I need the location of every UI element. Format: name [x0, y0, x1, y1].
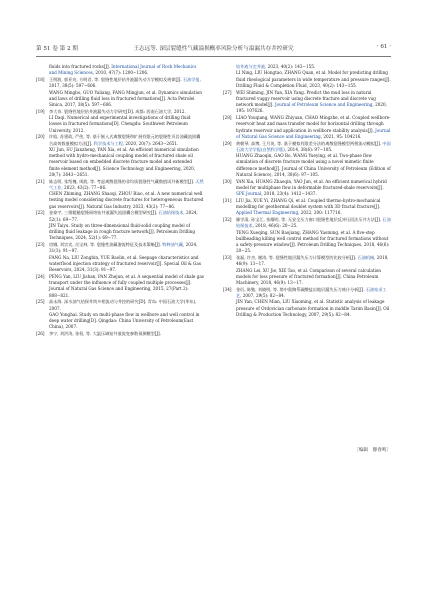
- reference-tail: , 2022, 200: 117716.: [298, 210, 342, 216]
- reference-journal-link[interactable]: 钻井液与完井液: [236, 64, 265, 69]
- reference-number: [25]: [36, 299, 45, 305]
- reference-entry: [36, 210, 204, 241]
- reference-number: [29]: [223, 140, 232, 146]
- reference-tail: , 2020, 20(7): 2643−2651. XU Jun, SU Jianzheng, YAN Xia, et al. An efficient numerical simulation method with hydro-mechanical coupling model of fractured shale oil reservoir based on embedded discrete fracture model and extended finite element method[J]. Science Technology and Engineering, 2020, 20(7): 2643−2651.: [49, 140, 199, 177]
- reference-number: [31]: [223, 197, 232, 203]
- reference-journal-link[interactable]: 石油机械: [357, 255, 375, 260]
- reference-tail: , 2018, 46(9): 13−17. ZHANG Lei, XU Jie, XIE Tao, et al. Comparison of several calculation models for loss pressure of fractured formation[J]. China Petroleum Machinery, 2018, 46(9): 13−17.: [236, 255, 389, 285]
- reference-journal-link[interactable]: SPE Journal: [236, 191, 262, 196]
- reference-number: [21]: [36, 178, 45, 184]
- reference-journal-link[interactable]: 特种油气藏: [162, 242, 183, 247]
- reference-journal-link[interactable]: 石油钻采工艺: [236, 286, 387, 298]
- reference-text: 高永海. 深水油气钻探井筒多相流动与井控的研究[D]. 青岛: 中国石油大学(华东), 2007. GAO Yonghai. Study on multi-phase flow in wellbore and well control in deep water drilling[D]. Qingdao: China University of Petroleum(East China), 2007.: [49, 299, 200, 330]
- references-left-column: [36, 64, 204, 338]
- reference-tail: , 2018, 46(6): 20−25. TENG Xueqing, SUN Baojiang, ZHANG Yaoming, et al. A five-step bullheading killing well control method for fractured formations without a safety-pressure window[J]. Petroleum Drilling Techniques, 2018, 46(6): 20−25.: [236, 223, 390, 254]
- reference-tail: , 2007, 29(5): 82−84. JIN Yan, CHEN Mian, LIU Xiaoming, et al. Statistic analysis of leakage pressure of Ordovician carbonate formation in middle Tarim Basin[J]. Oil Drilling & Production Technology, 2007, 29(5): 82−84.: [236, 293, 390, 317]
- reference-entry: [223, 64, 391, 89]
- reference-tail: , 2014, 38(6): 97−105. HUANG Zhaoqin, GAO Bo, WANG Yueying, et al. Two-phase flow simulation of discrete fracture model using a novel mimetic finite difference method[J]. Journal of China University of Petroleum (Edition of Natural Science), 2014, 38(6): 97−105.: [236, 146, 391, 177]
- reference-entry: [223, 141, 391, 179]
- reference-entry: [36, 134, 204, 178]
- reference-text: 王明波, 郭亚亮, 方明君, 等. 裂缝性地层钻井液漏失动力学模拟及规律[J].: [49, 77, 183, 82]
- reference-text: 陈志明, 张绍槐, 周波, 等. 考虑离散裂缝的非均质裂缝性气藏数值试井新模型[J].: [49, 178, 196, 184]
- reference-entry: [223, 179, 391, 198]
- reference-text: LIAO Youqiang, WANG Zhiyuan, CHAO Mingzhe, et al. Coupled wellbore-reservoir heat and mass transfer model for horizontal drilling through hydrate reservoir and application in wellbore stability analysis[J].: [236, 115, 391, 133]
- reference-text: YAN Xia, HUANG Zhaoqin, YAO Jun, et al. An efficient numerical hybrid model for multiphase flow in deformable fractured-shale reservoirs[J].: [236, 178, 387, 190]
- reference-journal-link[interactable]: 石油钻探技术: [236, 217, 391, 229]
- reference-entry: [36, 242, 204, 273]
- reference-text: fluids into fractured rocks[J].: [49, 64, 112, 69]
- reference-journal-link[interactable]: 石油钻探技术: [158, 210, 184, 216]
- reference-entry: [36, 299, 204, 330]
- reference-entry: [36, 331, 204, 337]
- reference-journal-link[interactable]: 天然气工业: [49, 178, 204, 190]
- reference-tail: , 2024, 31(3): 91−97. FANG Na, LIU Zongbin, YUE Baolin, et al. Seepage characteristics and waterflood injection strategy of fractured reservoir[J]. Special Oil & Gas Reservoirs, 2024, 31(3): 91−97.: [49, 242, 201, 272]
- reference-text: 许晗, 苏建政, 严侠, 等. 基于嵌入式离散裂缝和扩展有限元的裂缝性页岩油藏流固耦合高效数值模拟方法[J].: [49, 134, 201, 146]
- reference-tail: , 2017, 38(5): 597−606. WANG Mingbo, GUO Yaliang, FANG Mingjun, et al. Dynamics simulation and laws of drilling fluid loss in fractured formations[J]. Acta Petrolei Sinica, 2017, 38(5): 597−606.: [49, 77, 202, 107]
- reference-tail: , 2020, 195: 107626.: [236, 102, 387, 114]
- reference-number: [22]: [36, 210, 45, 216]
- reference-journal-link[interactable]: International Journal of Rock Mechanics and Mining Sciences: [49, 64, 197, 76]
- reference-tail: , 2023, 40(2): 143−155. LI Ning, LIU Hongtao, ZHANG Quan, et al. Model for predicting drilling fluid rheological parameters in wide temperature and pressure ranges[J]. Drilling Fluid & Completion Fluid, 2023, 40(2): 143−155.: [236, 64, 391, 88]
- reference-entry: [36, 64, 204, 77]
- reference-number: [30]: [223, 178, 232, 184]
- reference-entry: [36, 109, 204, 134]
- reference-entry: [36, 274, 204, 299]
- reference-text: 金衍, 陈勉, 刘晓明, 等. 塔中奥陶系碳酸盐岩地层漏失压力统计分析[J].: [236, 286, 366, 292]
- reference-entry: [223, 115, 391, 140]
- reference-journal-link[interactable]: 中国石油大学学报(自然科学版): [236, 140, 391, 152]
- reference-journal-link[interactable]: 科学技术与工程: [93, 140, 123, 146]
- reference-tail: , 2024, 52(1): 69−77. JIN Taiyu. Study on three-dimensional fluid-solid coupling model of drilling fluid leakage in rough fracture network[J]. Petroleum Drilling Techniques, 2024, 52(1): 69−77.: [49, 210, 198, 241]
- reference-journal-link[interactable]: Journal of Petroleum Science and Engineering: [275, 102, 373, 107]
- reference-number: [18]: [36, 77, 45, 82]
- reference-number: [19]: [36, 108, 45, 114]
- reference-text: 黄朝琴, 高博, 王月英, 等. 基于模拟有限差分法的离散裂缝模型两相流动模拟[J].: [236, 140, 383, 146]
- reference-text: 滕学清, 孙宝江, 张耀明, 等. 无安全压力窗口裂缝性地层反冲压回法压井方法[J].: [236, 217, 383, 222]
- reference-journal-link[interactable]: 石油学报: [183, 77, 200, 82]
- reference-entry: [223, 255, 391, 286]
- reference-journal-link[interactable]: Journal of Natural Gas Science and Engineering: [236, 127, 391, 139]
- reference-number: [20]: [36, 134, 45, 140]
- reference-tail: , 2023, 43(2): 77−86. CHEN Zhiming, ZHANG Shaoqi, ZHOU Biao, et al. A new numerical well testing model considering discrete fractures for heterogeneous fractured gas reservoirs[J]. Natural Gas Industry, 2023, 43(2): 77−86.: [49, 184, 204, 209]
- reference-tail: , 2018, 23(4): 1412−1437.: [261, 191, 317, 196]
- reference-tail: , 2021, 95: 104216.: [320, 133, 362, 139]
- reference-number: [26]: [36, 331, 45, 336]
- reference-number: [24]: [36, 273, 45, 279]
- reference-journal-link[interactable]: Applied Thermal Engineering: [236, 210, 299, 216]
- reference-tail: , 2010, 47(7): 1200−1206.: [92, 70, 149, 76]
- running-header: [36, 42, 391, 57]
- reference-number: [23]: [36, 242, 45, 247]
- reference-entry: [223, 217, 391, 255]
- references-right-column: [223, 64, 391, 319]
- page-number: · 61 ·: [376, 44, 391, 50]
- reference-text: LIU Jia, XUE Yi, ZHANG Qi, et al. Coupled thermo-hydro-mechanical modelling for geothermal doublet system with 3D fractal fracture[J].: [236, 197, 381, 209]
- reference-entry: [36, 179, 204, 210]
- reference-number: [33]: [223, 255, 232, 260]
- reference-text: 李大奇. 裂缝性地层钻井液漏失动力学研究[D]. 成都: 西南石油大学, 2012. LI Daqi. Numerical and experimental investigations of drilling fluid losses in fractured formations[D]. Chengdu: Southwest Petroleum University, 2012.: [49, 108, 191, 133]
- reference-text: PENG Yan, LIU Jishan, PAN Zhejun, et al. A sequential model of shale gas transport under the influence of fully coupled multiple processes[J]. Journal of Natural Gas Science and Engineering, 2015, 27(Part 2): 808−821.: [49, 273, 204, 298]
- reference-text: 李宁, 刘洪涛, 张权, 等. 大温压域钻井液流变参数预测模型[J].: [49, 331, 161, 336]
- reference-text: 房娜, 刘宗宾, 岳宝林, 等. 裂缝性油藏渗流特征及技术策略[J].: [49, 242, 163, 247]
- reference-text: 张磊, 许杰, 谢涛, 等. 裂缝性地层漏失压力计算模型的比较分析[J].: [236, 255, 358, 260]
- reference-entry: [223, 90, 391, 115]
- reference-text: 金泰宇, 三维粗糙裂缝网络钻井液漏失流固耦合模型研究[J].: [49, 210, 159, 216]
- reference-entry: [223, 198, 391, 217]
- reference-text: WEI Shiming, JIN Yan, XIA Yang. Predict the mud loss in natural fractured vuggy reservoir using discrete fracture and discrete vug network model[J].: [236, 89, 376, 107]
- article-title-header: 王志远等. 深层裂缝性气藏溢损概率风险分析与溢漏共存井控研究: [133, 46, 294, 52]
- reference-entry: [36, 77, 204, 108]
- reference-number: [32]: [223, 217, 232, 222]
- reference-number: [28]: [223, 115, 232, 120]
- journal-volume: 第 51 卷 第 2 期: [36, 46, 78, 52]
- editor-credit: ［编辑 滕春鸣］: [354, 448, 391, 453]
- reference-number: [34]: [223, 286, 232, 292]
- reference-entry: [223, 287, 391, 318]
- reference-number: [27]: [223, 89, 232, 95]
